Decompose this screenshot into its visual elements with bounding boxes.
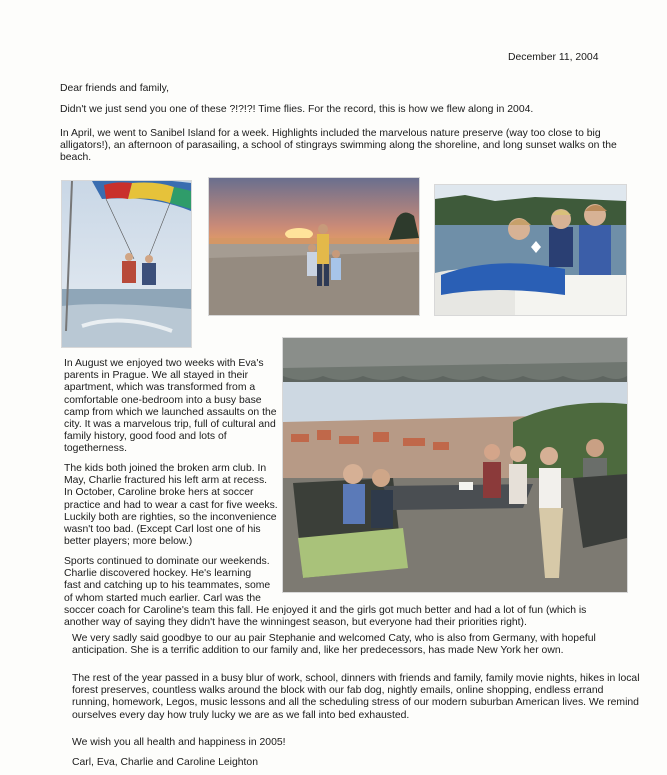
sports-line: another way of saying they didn't have the winningest season, but everyone had their priorities right). <box>64 617 527 629</box>
boat-image <box>435 185 626 315</box>
sunset-beach-photo <box>208 177 420 316</box>
paragraph-intro: Didn't we just send you one of these ?!?!?! Time flies. For the record, this is how we flew along in 2004. <box>60 104 534 115</box>
sports-line: Charlie discovered hockey. He's learning <box>64 568 252 580</box>
paragraph-broken-arm: The kids both joined the broken arm club. In May, Charlie fractured his left arm at recess. In October, Caroline broke hers at soccer practice and had to wear a cast for five weeks. Luckily both are righties, so the inconvenience wasn't too bad. (Except Carl lost one of his better players; more below.) <box>64 463 278 548</box>
paragraph-rest-of-year: The rest of the year passed in a busy blur of work, school, dinners with friends and family, family movie nights, hikes in local forest preserves, countless walks around the block with our fab dog, nightly emails, online shopping, endless errand running, homework, Legos, music lessons and all the scheduling stress of our modern suburban American lives. We remind ourselves every day how truly lucky we are as we fall into bed exhausted. <box>72 673 640 721</box>
sports-line: Sports continued to dominate our weekends. <box>64 556 270 567</box>
signature: Carl, Eva, Charlie and Caroline Leighton <box>72 757 258 768</box>
paragraph-au-pair: We very sadly said goodbye to our au pair Stephanie and welcomed Caty, who is also from Germany, with hopeful anticipation. She is a terrific addition to our family and, like her predecessors, has made New York her own. <box>72 633 596 657</box>
boat-family-photo <box>434 184 627 316</box>
parasailing-photo <box>61 180 192 348</box>
paragraph-april: In April, we went to Sanibel Island for a week. Highlights included the marvelous nature preserve (way too close to big alligators!), an afternoon of parasailing, a school of stingrays swimming along the shoreline, and long sunset walks on the beach. <box>60 128 617 164</box>
sports-line: of whom started much earlier. Carl was the <box>64 592 261 604</box>
salutation: Dear friends and family, <box>60 83 169 94</box>
prague-image <box>283 338 627 592</box>
parasailing-image <box>62 181 191 347</box>
paragraph-august: In August we enjoyed two weeks with Eva's parents in Prague. We all stayed in their apartment, which was transformed from a comfortable one-bedroom into a busy base camp from which we launched assaults on the city. It was a marvelous trip, full of cultural and family history, good food and lots of togetherness. <box>64 358 277 455</box>
sports-line: soccer coach for Caroline's team this fall. He enjoyed it and the girls got much better and had a lot of fun (which is <box>64 604 587 616</box>
letter-date: December 11, 2004 <box>508 52 599 63</box>
prague-terrace-photo <box>282 337 628 593</box>
sports-line: fast and catching up to his teammates, some <box>64 580 271 592</box>
paragraph-wishes: We wish you all health and happiness in 2005! <box>72 737 286 748</box>
sunset-image <box>209 178 419 315</box>
